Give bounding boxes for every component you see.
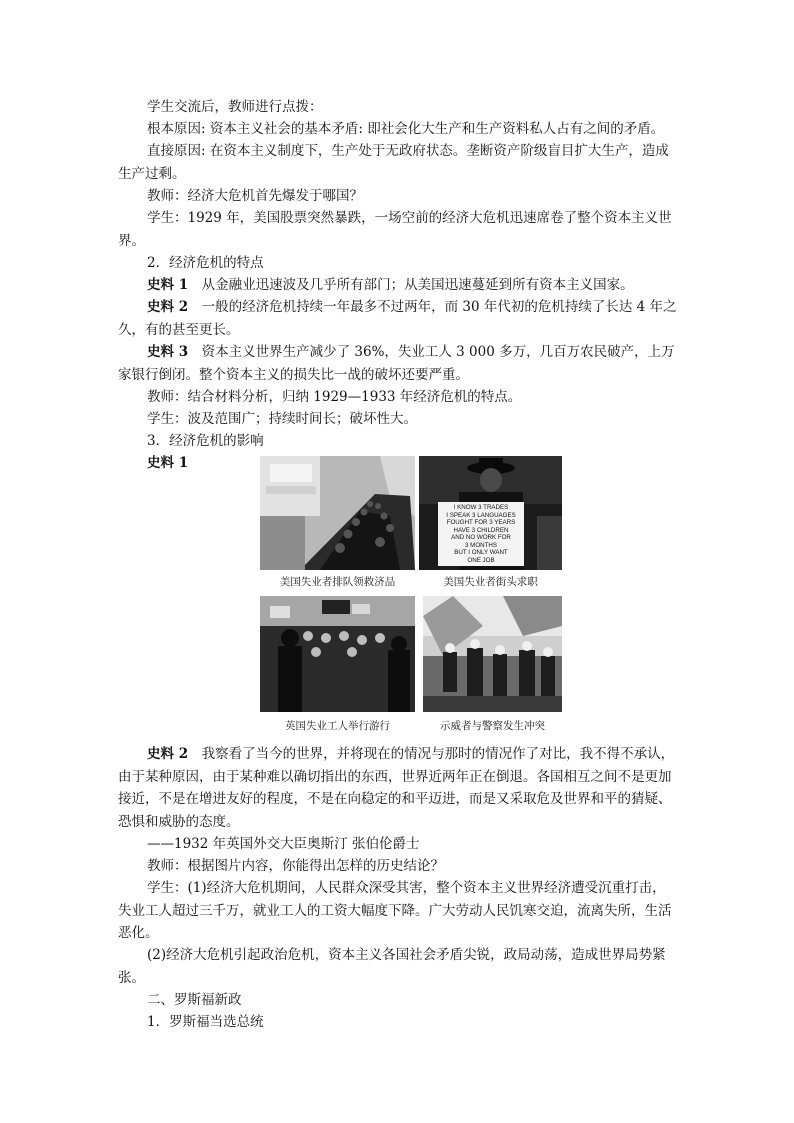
sign-line: HAVE 3 CHILDREN <box>453 526 509 534</box>
text: 资本主义社会的基本矛盾: 即社会化大生产和生产资料私人占有之间的矛盾。 <box>205 121 665 137</box>
source-text: 资本主义世界生产减少了 36%，失业工人 3 000 多万，几百万农民破产，上万家银行倒闭。整个资本主义的损失比一战的破坏还要严重。 <box>118 344 675 383</box>
source-label: 史料 3 <box>147 344 189 360</box>
caption-clash: 示威者与警察发生冲突 <box>440 720 545 732</box>
sign-line: ONE JOB <box>467 556 495 564</box>
heading-characteristics: 2．经济危机的特点 <box>147 255 264 271</box>
paragraph-student-answer-3b: (2)经济大危机引起政治危机，资本主义各国社会矛盾尖锐，政局动荡，造成世界局势紧张。 <box>118 947 666 986</box>
paragraph-root-cause <box>118 118 707 141</box>
source-label: 史料 1 <box>147 277 189 293</box>
source-material-chamberlain <box>118 743 678 833</box>
heading-impact: 3．经济危机的影响 <box>147 433 264 449</box>
source-label: 史料 2 <box>147 299 189 315</box>
heading-roosevelt-elected: 1．罗斯福当选总统 <box>147 1014 264 1030</box>
photo-march <box>260 596 415 712</box>
photo-bread-line-image <box>260 456 415 570</box>
photo-job-seeker <box>419 456 562 570</box>
source-material-3 <box>118 341 678 386</box>
source-label: 史料 2 <box>147 746 189 762</box>
photo-march-image <box>260 596 415 712</box>
photo-bread-line <box>260 456 415 570</box>
caption-bread-line: 美国失业者排队领救济品 <box>279 576 396 588</box>
paragraph-student-answer-3a: 学生：(1)经济大危机期间，人民群众深受其害，整个资本主义世界经济遭受沉重打击，失业工人超过三千万，就业工人的工资大幅度下降。广大劳动人民饥寒交迫，流离失所，生活恶化。 <box>118 880 672 941</box>
sign-line: BUT I ONLY WANT <box>454 549 508 556</box>
job-seeker-sign <box>438 502 524 566</box>
caption-march: 英国失业工人举行游行 <box>285 720 390 732</box>
photo-clash <box>423 596 562 712</box>
sign-line: AND NO WORK FOR <box>451 534 511 541</box>
paragraph-teacher-question-3: 教师：根据图片内容，你能得出怎样的历史结论？ <box>147 858 444 874</box>
section-heading-new-deal: 二、罗斯福新政 <box>147 992 242 1008</box>
sign-line: FOUGHT FOR 3 YEARS <box>446 519 516 526</box>
source-material-1 <box>118 274 707 297</box>
sign-line: 3 MONTHS <box>465 541 497 549</box>
label: 根本原因: <box>147 121 206 137</box>
source-text: 一般的经济危机持续一年最多不过两年，而 30 年代初的危机持续了长达 4 年之久，有的甚至更长。 <box>118 299 677 338</box>
paragraph-teacher-task: 教师：结合材料分析，归纳 1929—1933 年经济危机的特点。 <box>147 389 522 405</box>
paragraph-direct-cause <box>118 140 678 185</box>
text: 在资本主义制度下，生产处于无政府状态。垄断资产阶级盲目扩大生产，造成生产过剩。 <box>118 143 669 182</box>
source-attribution: ——1932 年英国外交大臣奥斯汀 张伯伦爵士 <box>147 836 420 852</box>
source-text: 从金融业迅速波及几乎所有部门；从美国迅速蔓延到所有资本主义国家。 <box>188 277 634 293</box>
sign-line: I SPEAK 3 LANGUAGES <box>446 511 516 519</box>
sign-line: I KNOW 3 TRADES <box>453 504 509 511</box>
paragraph-student-answer-2: 学生：波及范围广；持续时间长；破坏性大。 <box>147 411 417 427</box>
source-material-2 <box>118 296 678 341</box>
label: 直接原因: <box>147 143 206 159</box>
photo-clash-image <box>423 596 562 712</box>
paragraph-student-answer: 学生：1929 年，美国股票突然暴跌，一场空前的经济大危机迅速席卷了整个资本主义世界。 <box>118 210 672 249</box>
paragraph-teacher-question: 教师：经济大危机首先爆发于哪国？ <box>147 188 363 204</box>
paragraph: 学生交流后，教师进行点拨： <box>147 99 323 115</box>
source-text: 我察看了当今的世界，并将现在的情况与那时的情况作了对比，我不得不承认，由于某种原因，由于某种难以确切指出的东西，世界近两年正在倒退。各国相互之间不是更加接近，不是在增进友好的程度，不是在向稳定的和平迈进，而是又采取危及世界和平的猜疑、恐惧和威胁的态度。 <box>118 746 675 830</box>
source-label-photos: 史料 1 <box>147 455 189 471</box>
caption-job-seeker: 美国失业者街头求职 <box>443 576 538 588</box>
